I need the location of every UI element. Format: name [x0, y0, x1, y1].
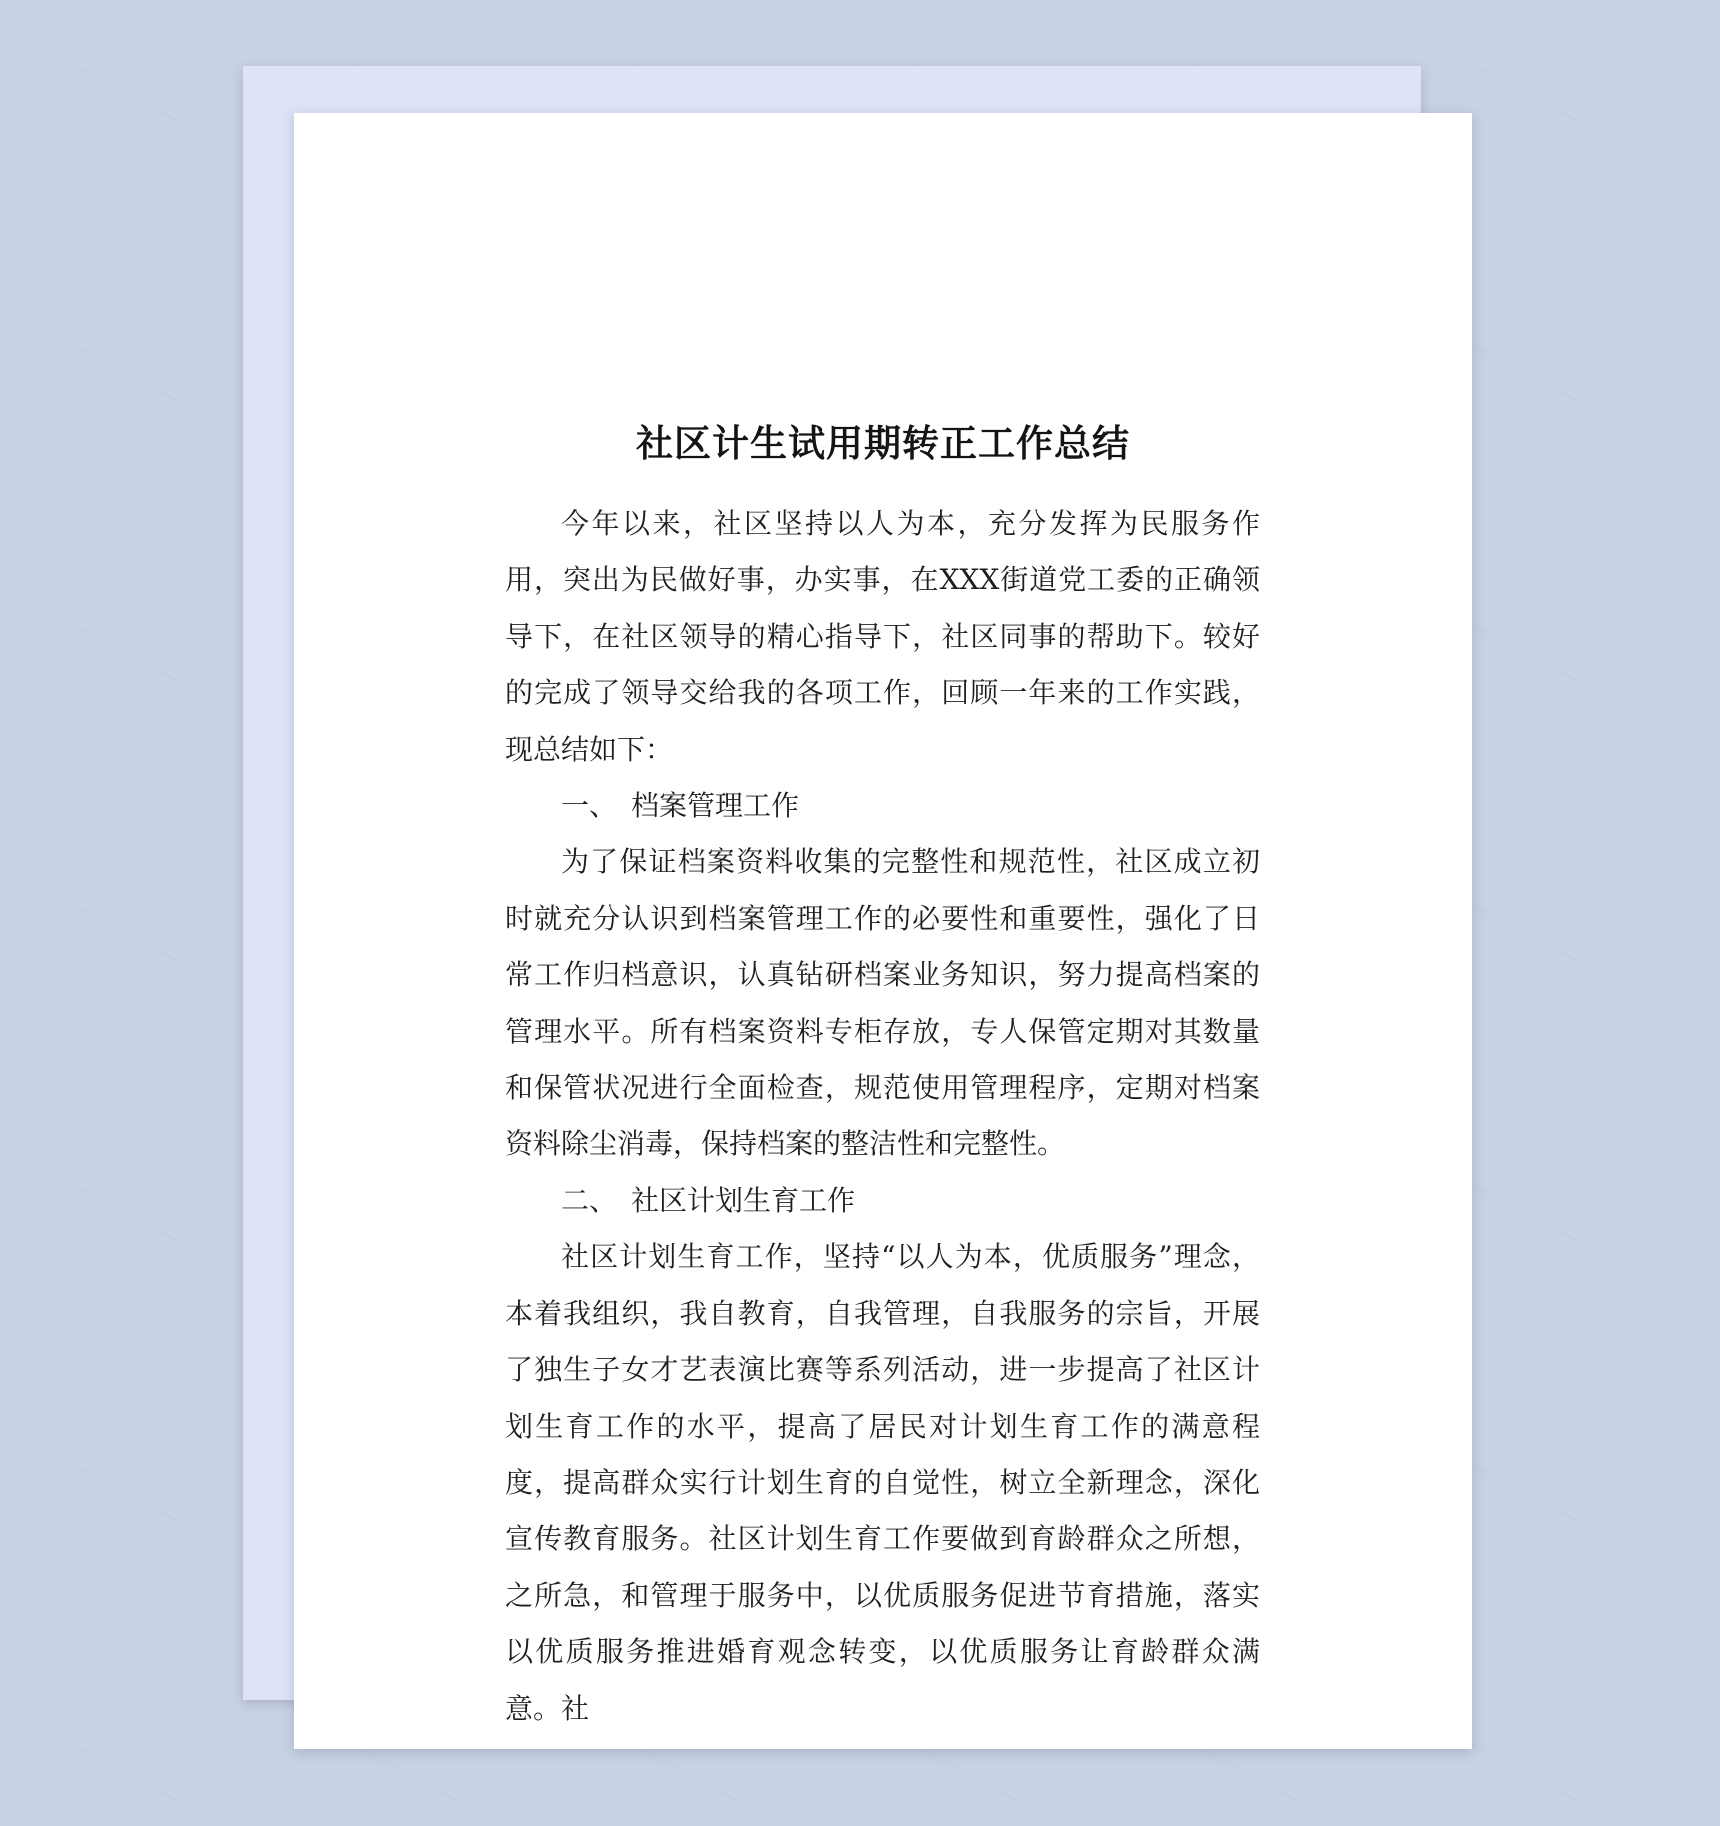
document-page: [294, 113, 1472, 1749]
document-title: 社区计生试用期转正工作总结: [636, 422, 1130, 465]
watermark-mark: [1463, 343, 1576, 413]
watermark-mark: [1463, 1183, 1576, 1253]
family-planning-paragraph: 社区计划生育工作，坚持“以人为本，优质服务”理念，本着我组织，我自教育，自我管理，自我服务的宗旨，开展了独生子女才艺表演比赛等系列活动，进一步提高了社区计划生育工作的水平，提高了居民对计划生育工作的满意程度，提高群众实行计划生育的自觉性，树立全新理念，深化宣传教育服务。社区计划生育工作要做到育龄群众之所想，之所急，和管理于服务中，以优质服务促进节育措施，落实以优质服务推进婚育观念转变，以优质服务让育龄群众满意。社: [505, 1240, 1260, 1725]
intro-paragraph: 今年以来，社区坚持以人为本，充分发挥为民服务作用，突出为民做好事，办实事，在XXX街道党工委的正确领导下，在社区领导的精心指导下，社区同事的帮助下。较好的完成了领导交给我的各项工作，回顾一年来的工作实践，现总结如下：: [505, 507, 1260, 766]
section-heading-archives: 一、 档案管理工作: [561, 789, 800, 823]
watermark-mark: [343, 1743, 456, 1813]
watermark-mark: [63, 903, 176, 973]
watermark-mark: [63, 63, 176, 133]
watermark-mark: [1463, 1743, 1576, 1813]
watermark-mark: [1183, 1743, 1296, 1813]
watermark-mark: [903, 1743, 1016, 1813]
watermark-mark: [1463, 1463, 1576, 1533]
watermark-mark: [63, 1743, 176, 1813]
watermark-mark: [63, 343, 176, 413]
document-body: [505, 496, 1260, 1737]
watermark-mark: [63, 1183, 176, 1253]
watermark-mark: [1463, 903, 1576, 973]
watermark-mark: [63, 623, 176, 693]
watermark-mark: [63, 1463, 176, 1533]
watermark-mark: [1463, 63, 1576, 133]
watermark-mark: [623, 1743, 736, 1813]
section-heading-family-planning: 二、 社区计划生育工作: [561, 1183, 856, 1217]
watermark-mark: [1463, 623, 1576, 693]
archives-paragraph: 为了保证档案资料收集的完整性和规范性，社区成立初时就充分认识到档案管理工作的必要性和重要性，强化了日常工作归档意识，认真钻研档案业务知识，努力提高档案的管理水平。所有档案资料专柜存放，专人保管定期对其数量和保管状况进行全面检查，规范使用管理程序，定期对档案资料除尘消毒，保持档案的整洁性和完整性。: [505, 845, 1260, 1161]
